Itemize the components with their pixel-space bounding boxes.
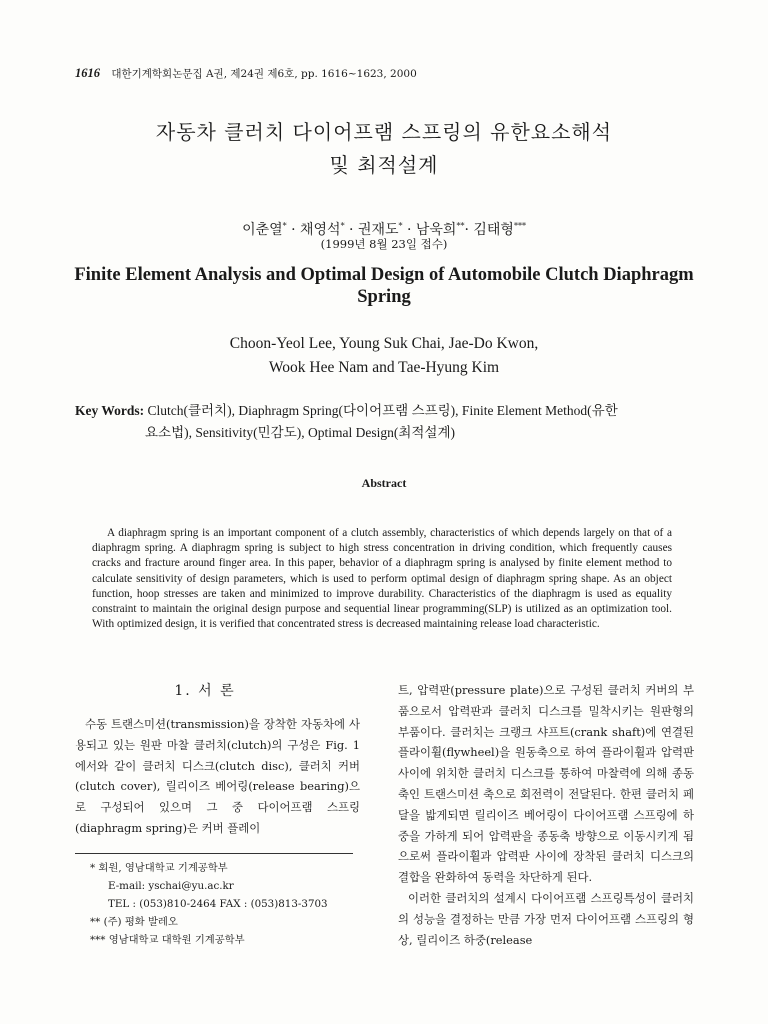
korean-title-line1: 자동차 클러치 다이어프램 스프링의 유한요소해석: [155, 120, 613, 144]
author-mark: *: [340, 221, 345, 231]
page-number: 1616: [75, 66, 100, 80]
author-mark: *: [398, 221, 403, 231]
body-column-right: [398, 680, 694, 950]
received-date: (1999년 8월 23일 접수): [320, 237, 448, 251]
footnote-affiliation: * 회원, 영남대학교 기계공학부: [90, 862, 228, 874]
body-column-left: 수동 트랜스미션(transmission)을 장착한 자동차에 사용되고 있는 원판 마찰 클러치(clutch)의 구성은 Fig. 1에서와 같이 클러치 디스크(clutch disc), 클러치 커버(clutch cover), 릴리이즈 베어링(release bearing)으로 구성되어 있으며 그 중 다이어프램 스프링(diaphragm spring)은 커버 플레이: [75, 717, 360, 835]
footnote-email: E-mail: yschai@yu.ac.kr: [108, 880, 234, 892]
footnote-affiliation: *** 영남대학교 대학원 기계공학부: [90, 934, 245, 946]
keywords: [75, 400, 700, 444]
english-authors-line1: Choon-Yeol Lee, Young Suk Chai, Jae-Do Kwon,: [229, 335, 539, 352]
footnote-affiliation: ** (주) 평화 발레오: [90, 916, 178, 928]
author-kr: 이춘열: [242, 222, 283, 238]
keywords-label: Key Words:: [75, 403, 145, 418]
author-mark: **: [456, 221, 465, 231]
author-kr: 권재도: [357, 222, 399, 238]
korean-title-line2: 및 최적설계: [329, 153, 439, 177]
abstract-body: A diaphragm spring is an important component of a clutch assembly, characteristics of which depends largely on that of a diaphragm spring. A diaphragm spring is subject to high stress concentration in driving condition, which frequently causes cracks and fracture around finger area. In this paper, behavior of a diaphragm spring is analysed by finite element method to calculate sensitivity of design parameters, which is used to perform optimal design of diaphragm spring shape. As an object function, hoop stresses are taken and minimized to improve durability. Characteristics of the diaphragm is used as equality constraint to maintain the original design purpose and sequential linear programming(SLP) is utilized as an optimization tool. With optimized design, it is verified that concentrated stress is decreased maintaining release load characteristic.: [92, 527, 672, 631]
author-mark: *: [282, 221, 287, 231]
running-header: [75, 66, 417, 81]
footnotes: [90, 859, 360, 949]
journal-citation: 대한기계학회논문집 A권, 제24권 제6호, pp. 1616~1623, 2000: [111, 68, 417, 80]
author-kr: 남욱희: [415, 222, 457, 238]
body-paragraph: 트, 압력판(pressure plate)으로 구성된 클러치 커버의 부품으로서 압력판과 클러치 디스크를 밀착시키는 원판형의 부품이다. 클러치는 크랭크 샤프트(crank shaft)에 연결된 플라이휠(flywheel)을 원동축으로 하여 플라이휠과 압력판 사이에 위치한 클러치 디스크를 통하여 마찰력에 의해 종동축인 트랜스미션 축으로 회전력이 전달된다. 한편 클러치 페달을 밟게되면 릴리이즈 베어링이 다이어프램 스프링에 하중을 가하게 되어 압력판을 종동축 방향으로 이동시키게 됨으로써 플라이휠과 압력판 사이에 장착된 클러치 디스크의 결합을 완화하여 동력을 차단하게 된다.: [398, 683, 694, 885]
author-kr: 김태형: [473, 222, 514, 238]
author-mark: ***: [513, 221, 526, 231]
abstract-heading: Abstract: [361, 476, 407, 490]
footnote-phone: TEL : (053)810-2464 FAX : (053)813-3703: [108, 898, 328, 910]
footnote-divider: [75, 853, 353, 854]
english-author-list: [60, 332, 708, 380]
section-heading-introduction: 1. 서 론: [174, 683, 236, 699]
keywords-line2: 요소법), Sensitivity(민감도), Optimal Design(최적설계): [145, 425, 456, 440]
author-kr: 채영석: [300, 222, 341, 238]
english-title: Finite Element Analysis and Optimal Design of Automobile Clutch Diaphragm Spring: [74, 265, 694, 307]
english-authors-line2: Wook Hee Nam and Tae-Hyung Kim: [268, 359, 500, 376]
body-paragraph: 이러한 클러치의 설계시 다이어프램 스프링특성이 클러치의 성능을 결정하는 만큼 가장 먼저 다이어프램 스프링의 형상, 릴리이즈 하중(release: [398, 890, 694, 947]
keywords-line1: Clutch(클러치), Diaphragm Spring(다이어프램 스프링), Finite Element Method(유한: [147, 403, 618, 418]
korean-author-list: 이춘열* · 채영석* · 권재도* · 남욱희**· 김태형***: [242, 221, 526, 238]
